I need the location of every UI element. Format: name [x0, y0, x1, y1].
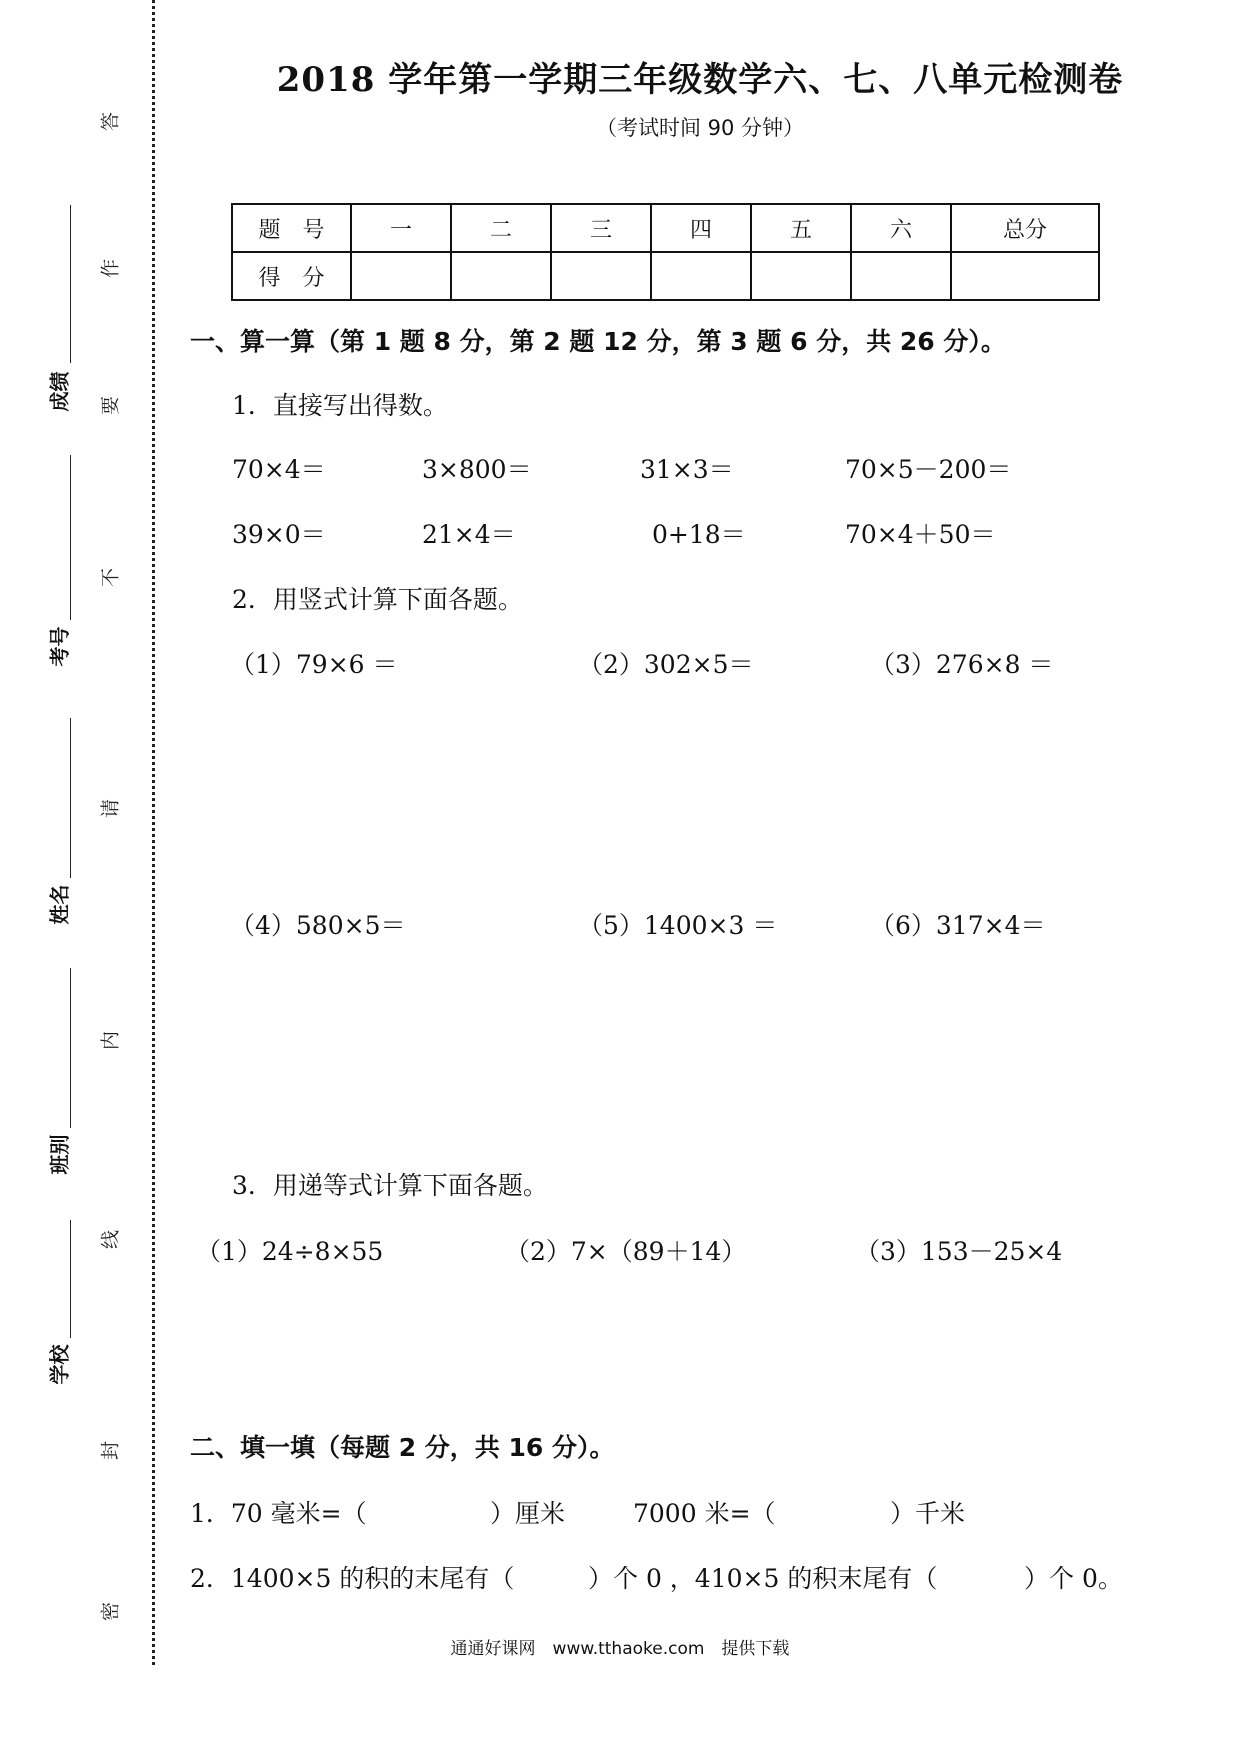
- header-cell: 五: [751, 204, 851, 252]
- page-title: 2018 学年第一学期三年级数学六、七、八单元检测卷: [276, 60, 1124, 100]
- q3-item: （2）7×（89＋14）: [505, 1237, 747, 1266]
- header-cell: 二: [451, 204, 551, 252]
- fill-q2-part: ）个 0。: [1024, 1564, 1123, 1593]
- fill-q2-part: 2．1400×5 的积的末尾有（: [190, 1564, 515, 1593]
- q2-item: （1）79×6 ＝: [230, 650, 398, 679]
- q1-item: 70×4＋50＝: [845, 520, 996, 549]
- score-cell[interactable]: [551, 252, 651, 300]
- score-cell[interactable]: [351, 252, 451, 300]
- header-cell: 六: [851, 204, 951, 252]
- header-cell: 三: [551, 204, 651, 252]
- notice-char: 线: [99, 1230, 122, 1250]
- q2-title: 2．用竖式计算下面各题。: [232, 585, 523, 614]
- notice-char: 要: [99, 396, 122, 416]
- q1-item: 3×800＝: [422, 455, 532, 484]
- q1-item: 70×4＝: [232, 455, 326, 484]
- score-cell[interactable]: [851, 252, 951, 300]
- q1-title: 1．直接写出得数。: [232, 391, 448, 420]
- q3-item: （1）24÷8×55: [196, 1237, 384, 1266]
- exam-duration: （考试时间 90 分钟）: [595, 116, 805, 140]
- binding-dotted-line: [152, 0, 155, 1665]
- header-cell: 一: [351, 204, 451, 252]
- q1-item: 0+18＝: [652, 520, 746, 549]
- fill-q1-part: ）千米: [890, 1499, 966, 1528]
- q2-item: （3）276×8 ＝: [870, 650, 1054, 679]
- field-line-class[interactable]: [70, 968, 71, 1128]
- notice-char: 内: [99, 1031, 122, 1051]
- fill-q1-part: ）厘米: [490, 1499, 566, 1528]
- notice-char: 封: [99, 1441, 122, 1461]
- q1-item: 21×4＝: [422, 520, 516, 549]
- field-label-school: 学校: [47, 1344, 72, 1385]
- score-cell[interactable]: [651, 252, 751, 300]
- section-1-heading: 一、算一算（第 1 题 8 分，第 2 题 12 分，第 3 题 6 分，共 26 分）。: [190, 327, 1006, 356]
- field-line-exam-number[interactable]: [70, 455, 71, 620]
- score-row-label: 得 分: [232, 252, 351, 300]
- notice-char: 密: [99, 1602, 122, 1622]
- field-label-name: 姓名: [47, 884, 72, 925]
- field-label-exam-number: 考号: [47, 626, 72, 667]
- score-table: [231, 203, 1100, 301]
- footer-source: 通通好课网 www.tthaoke.com 提供下载: [450, 1639, 790, 1659]
- score-table-header-row: [232, 204, 1099, 252]
- score-cell[interactable]: [951, 252, 1099, 300]
- header-cell: 题 号: [232, 204, 351, 252]
- score-cell[interactable]: [751, 252, 851, 300]
- field-line-school[interactable]: [70, 1220, 71, 1338]
- q2-item: （4）580×5＝: [230, 911, 406, 940]
- q2-item: （2）302×5＝: [578, 650, 754, 679]
- q3-title: 3．用递等式计算下面各题。: [232, 1171, 548, 1200]
- fill-q1-part: 7000 米=（: [633, 1499, 776, 1528]
- field-line-score[interactable]: [70, 205, 71, 363]
- field-label-score: 成绩: [47, 371, 72, 412]
- notice-char: 答: [99, 112, 122, 132]
- field-line-name[interactable]: [70, 718, 71, 878]
- q3-item: （3）153－25×4: [855, 1237, 1063, 1266]
- q1-item: 39×0＝: [232, 520, 326, 549]
- q1-item: 31×3＝: [640, 455, 734, 484]
- field-label-class: 班别: [47, 1134, 72, 1175]
- header-cell: 总分: [951, 204, 1099, 252]
- fill-q2-part: ）个 0 ，410×5 的积末尾有（: [588, 1564, 938, 1593]
- q2-item: （6）317×4＝: [870, 911, 1046, 940]
- notice-char: 作: [99, 259, 122, 279]
- notice-char: 不: [99, 568, 122, 588]
- notice-char: 请: [99, 799, 122, 819]
- q1-item: 70×5－200＝: [845, 455, 1012, 484]
- score-cell[interactable]: [451, 252, 551, 300]
- section-2-heading: 二、填一填（每题 2 分，共 16 分）。: [190, 1433, 615, 1462]
- header-cell: 四: [651, 204, 751, 252]
- fill-q1-part: 1．70 毫米=（: [190, 1499, 367, 1528]
- q2-item: （5）1400×3 ＝: [578, 911, 778, 940]
- score-table-score-row: [232, 252, 1099, 300]
